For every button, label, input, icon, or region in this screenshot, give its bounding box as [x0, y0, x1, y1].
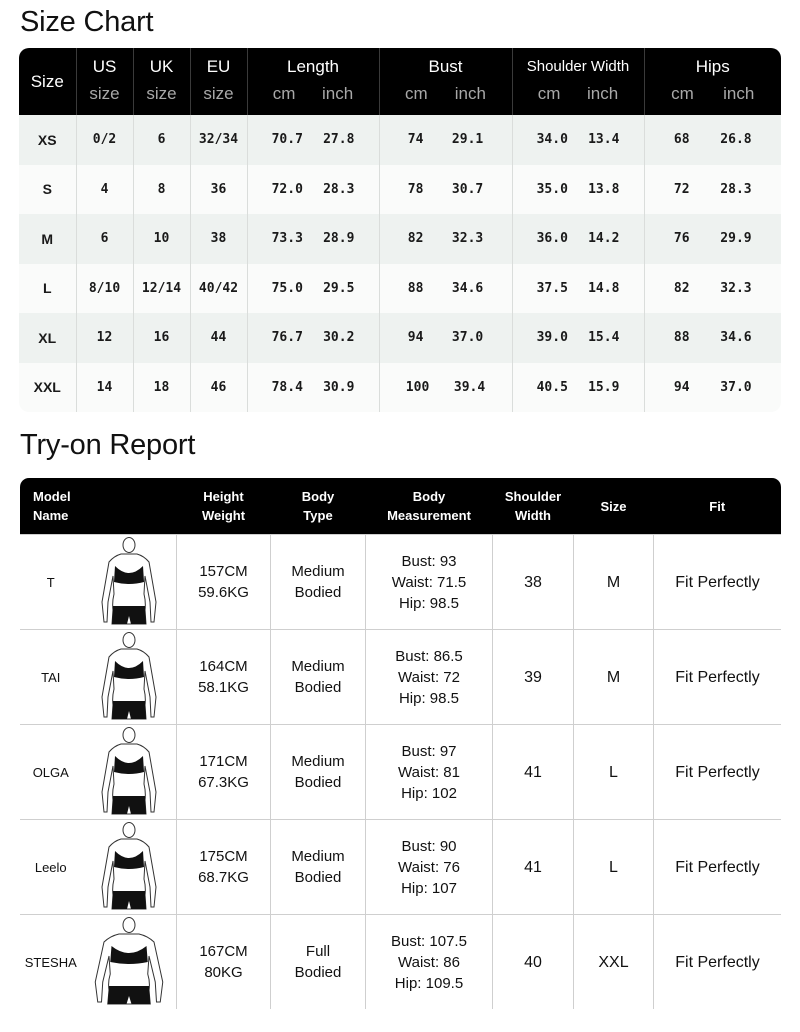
fit-result: Fit Perfectly — [654, 820, 782, 915]
model-figure-cell — [82, 725, 177, 820]
body-type: Medium Bodied — [271, 725, 366, 820]
hips-inch: 26.8 — [720, 132, 752, 148]
hips-cm: 94 — [673, 379, 690, 395]
hips-inch: 37.0 — [720, 379, 752, 395]
cell-us-size: 6 — [76, 214, 133, 264]
cell-bust — [379, 115, 512, 165]
tryon-row — [20, 725, 782, 820]
model-size: M — [574, 535, 654, 630]
hips-inch: 29.9 — [720, 231, 752, 247]
body-type: Medium Bodied — [271, 820, 366, 915]
bust-inch: 29.1 — [451, 132, 484, 148]
model-figure-medium-icon — [82, 726, 177, 818]
bust-cm: 88 — [407, 280, 424, 296]
size-chart-row — [19, 363, 781, 413]
header-size: Size — [19, 48, 76, 115]
cell-shoulder-width — [512, 363, 644, 413]
header-eu: EU size — [190, 48, 247, 115]
shoulder-cm: 36.0 — [536, 231, 568, 247]
length-inch: 28.9 — [323, 231, 355, 247]
height-weight: 167CM 80KG — [177, 915, 271, 1010]
bust-inch: 39.4 — [453, 379, 486, 395]
fit-result: Fit Perfectly — [654, 915, 782, 1010]
cell-us-size: 4 — [76, 165, 133, 215]
cell-us-size: 8/10 — [76, 264, 133, 314]
length-inch: 30.2 — [323, 330, 355, 346]
size-chart-row — [19, 214, 781, 264]
header-size: Size — [600, 498, 627, 514]
cell-length — [247, 165, 379, 215]
model-size: XXL — [574, 915, 654, 1010]
cell-us-size: 0/2 — [76, 115, 133, 165]
header-uk: UK size — [133, 48, 190, 115]
length-inch: 30.9 — [323, 379, 355, 395]
hips-cm: 72 — [673, 181, 690, 197]
height-weight: 175CM 68.7KG — [177, 820, 271, 915]
header-height-weight: Height Weight — [201, 489, 246, 523]
header-shoulder-width: Shoulder Width — [504, 489, 562, 523]
cell-hips — [644, 165, 781, 215]
shoulder-inch: 15.9 — [588, 379, 620, 395]
model-figure-full-icon — [82, 916, 177, 1008]
cell-eu-size: 44 — [190, 313, 247, 363]
model-size: L — [574, 820, 654, 915]
height-weight: 164CM 58.1KG — [177, 630, 271, 725]
body-measurement: Bust: 86.5 Waist: 72 Hip: 98.5 — [366, 630, 493, 725]
cell-hips — [644, 313, 781, 363]
cell-us-size: 14 — [76, 363, 133, 413]
size-chart-title: Size Chart — [20, 6, 154, 38]
shoulder-inch: 14.8 — [588, 280, 620, 296]
header-us: US size — [76, 48, 133, 115]
cell-eu-size: 40/42 — [190, 264, 247, 314]
hips-inch: 32.3 — [720, 280, 752, 296]
cell-length — [247, 264, 379, 314]
shoulder-inch: 15.4 — [588, 330, 620, 346]
tryon-row — [20, 535, 782, 630]
hips-inch: 28.3 — [720, 181, 752, 197]
fit-result: Fit Perfectly — [654, 630, 782, 725]
model-figure-cell — [82, 820, 177, 915]
model-size: L — [574, 725, 654, 820]
model-name: STESHA — [20, 915, 82, 1010]
body-measurement: Bust: 97 Waist: 81 Hip: 102 — [366, 725, 493, 820]
length-inch: 28.3 — [323, 181, 355, 197]
size-chart-row — [19, 264, 781, 314]
cell-length — [247, 214, 379, 264]
bust-inch: 32.3 — [451, 231, 484, 247]
cell-shoulder-width — [512, 165, 644, 215]
bust-cm: 100 — [405, 379, 430, 395]
shoulder-cm: 40.5 — [536, 379, 568, 395]
shoulder-cm: 35.0 — [536, 181, 568, 197]
body-measurement: Bust: 93 Waist: 71.5 Hip: 98.5 — [366, 535, 493, 630]
bust-cm: 74 — [407, 132, 424, 148]
header-bust: Bust cm inch — [379, 48, 512, 115]
cell-shoulder-width — [512, 214, 644, 264]
model-size: M — [574, 630, 654, 725]
cell-uk-size: 8 — [133, 165, 190, 215]
size-chart-header-row — [19, 48, 781, 115]
length-inch: 29.5 — [323, 280, 355, 296]
body-type: Full Bodied — [271, 915, 366, 1010]
size-chart-row — [19, 313, 781, 363]
model-shoulder-width: 41 — [493, 820, 574, 915]
cell-hips — [644, 214, 781, 264]
model-name: Leelo — [20, 820, 82, 915]
cell-shoulder-width — [512, 313, 644, 363]
bust-inch: 37.0 — [451, 330, 484, 346]
size-chart-row — [19, 115, 781, 165]
model-shoulder-width: 40 — [493, 915, 574, 1010]
cell-bust — [379, 264, 512, 314]
model-figure-cell — [82, 915, 177, 1010]
length-cm: 75.0 — [271, 280, 303, 296]
cell-size: XXL — [19, 363, 76, 413]
shoulder-inch: 14.2 — [588, 231, 620, 247]
model-name: TAI — [20, 630, 82, 725]
header-body-type: Body Type — [301, 489, 335, 523]
cell-eu-size: 32/34 — [190, 115, 247, 165]
body-type: Medium Bodied — [271, 630, 366, 725]
model-figure-medium-icon — [82, 631, 177, 723]
hips-cm: 88 — [673, 330, 690, 346]
bust-inch: 34.6 — [451, 280, 484, 296]
cell-bust — [379, 165, 512, 215]
cell-hips — [644, 115, 781, 165]
cell-bust — [379, 214, 512, 264]
length-cm: 78.4 — [271, 379, 303, 395]
header-shoulder-width: Shoulder Width cm inch — [512, 48, 644, 115]
shoulder-cm: 34.0 — [536, 132, 568, 148]
cell-bust — [379, 363, 512, 413]
header-hips: Hips cm inch — [671, 57, 755, 103]
cell-size: M — [19, 214, 76, 264]
fit-result: Fit Perfectly — [654, 725, 782, 820]
hips-inch: 34.6 — [720, 330, 752, 346]
cell-length — [247, 363, 379, 413]
length-cm: 72.0 — [271, 181, 303, 197]
hips-cm: 68 — [673, 132, 690, 148]
cell-hips — [644, 363, 781, 413]
header-length: Length cm inch — [247, 48, 379, 115]
cell-size: S — [19, 165, 76, 215]
cell-hips — [644, 264, 781, 314]
cell-uk-size: 16 — [133, 313, 190, 363]
size-chart-table — [19, 48, 781, 412]
body-measurement: Bust: 90 Waist: 76 Hip: 107 — [366, 820, 493, 915]
shoulder-cm: 39.0 — [536, 330, 568, 346]
bust-inch: 30.7 — [451, 181, 484, 197]
model-name: T — [20, 535, 82, 630]
length-cm: 70.7 — [271, 132, 303, 148]
bust-cm: 78 — [407, 181, 424, 197]
cell-shoulder-width — [512, 115, 644, 165]
cell-size: XS — [19, 115, 76, 165]
tryon-report-title: Try-on Report — [20, 429, 196, 461]
fit-result: Fit Perfectly — [654, 535, 782, 630]
tryon-row — [20, 630, 782, 725]
cell-size: XL — [19, 313, 76, 363]
tryon-header-row — [20, 478, 782, 535]
size-chart-row — [19, 165, 781, 215]
model-figure-cell — [82, 535, 177, 630]
tryon-row — [20, 820, 782, 915]
model-shoulder-width: 41 — [493, 725, 574, 820]
height-weight: 157CM 59.6KG — [177, 535, 271, 630]
model-name: OLGA — [20, 725, 82, 820]
cell-us-size: 12 — [76, 313, 133, 363]
header-fit: Fit — [709, 498, 726, 514]
cell-bust — [379, 313, 512, 363]
cell-length — [247, 313, 379, 363]
cell-uk-size: 12/14 — [133, 264, 190, 314]
body-type: Medium Bodied — [271, 535, 366, 630]
hips-cm: 82 — [673, 280, 690, 296]
model-figure-cell — [82, 630, 177, 725]
cell-length — [247, 115, 379, 165]
length-cm: 76.7 — [271, 330, 303, 346]
length-cm: 73.3 — [271, 231, 303, 247]
header-model-name: Model Name — [33, 489, 71, 523]
shoulder-inch: 13.4 — [588, 132, 620, 148]
cell-eu-size: 38 — [190, 214, 247, 264]
shoulder-cm: 37.5 — [536, 280, 568, 296]
model-shoulder-width: 38 — [493, 535, 574, 630]
length-inch: 27.8 — [323, 132, 355, 148]
model-figure-medium-icon — [82, 536, 177, 628]
cell-size: L — [19, 264, 76, 314]
cell-shoulder-width — [512, 264, 644, 314]
header-body-measurement: Body Measurement — [387, 489, 471, 523]
tryon-row — [20, 915, 782, 1010]
cell-uk-size: 10 — [133, 214, 190, 264]
cell-uk-size: 18 — [133, 363, 190, 413]
cell-uk-size: 6 — [133, 115, 190, 165]
cell-eu-size: 46 — [190, 363, 247, 413]
model-figure-medium-icon — [82, 821, 177, 913]
cell-eu-size: 36 — [190, 165, 247, 215]
bust-cm: 82 — [407, 231, 424, 247]
height-weight: 171CM 67.3KG — [177, 725, 271, 820]
model-shoulder-width: 39 — [493, 630, 574, 725]
bust-cm: 94 — [407, 330, 424, 346]
tryon-report-table — [19, 477, 782, 1010]
body-measurement: Bust: 107.5 Waist: 86 Hip: 109.5 — [366, 915, 493, 1010]
hips-cm: 76 — [673, 231, 690, 247]
shoulder-inch: 13.8 — [588, 181, 620, 197]
